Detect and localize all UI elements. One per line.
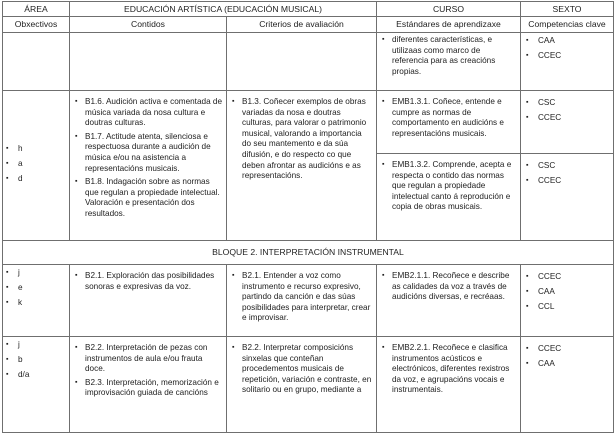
col-standards: Estándares de aprendizaxe: [377, 17, 521, 33]
header-row: [3, 2, 614, 17]
competence-item: ▪ CAA: [525, 358, 609, 370]
standard-text: ▪ EMB2.2.1. Recoñece e clasifica instrumentos acústicos e electrónicos, diferentes rexistros da voz, e agrupacións vocais e instrumentais.: [381, 343, 516, 396]
objective-item: ▪ b: [5, 354, 67, 366]
competence-item: ▪ CCEC: [525, 271, 609, 283]
criterion-text: ▪ B1.3. Coñecer exemplos de obras variadas da nosa e doutras culturas, para valorar o patrimonio musical, valorando a importancia do seu mantemento e da súa difusión, e do respecto co que deben afrontar as audicións e as representacións.: [231, 97, 372, 182]
criterion-text: ▪ B2.1. Entender a voz como instrumento e recurso expresivo, partindo da canción e das súas posibilidades para interpretar, crear e improvisar.: [231, 271, 372, 324]
competence-item: ▪ CSC: [525, 160, 609, 172]
competence-item: ▪ CSC: [525, 97, 609, 109]
competence-item: ▪ CCEC: [525, 112, 609, 124]
objective-item: ▪ e: [5, 282, 67, 294]
table-row: [3, 337, 614, 433]
table-row: [3, 33, 614, 91]
content-item: ▪ B1.6. Audición activa e comentada de música variada da nosa cultura e doutras culturas.: [74, 97, 222, 129]
column-header-row: [3, 17, 614, 33]
competence-item: ▪ CAA: [525, 286, 609, 298]
competence-item: ▪ CCEC: [525, 175, 609, 187]
table-row: [3, 91, 614, 154]
standard-text: ▪ EMB1.3.2. Comprende, acepta e respecta o contido das normas que regulan a propiedade intelectual canto á reprodución e copia de obras musicais.: [381, 160, 516, 213]
standard-text: ▪ EMB2.1.1. Recoñece e describe as calidades da voz a través de audicións diversas, e recréaas.: [381, 271, 516, 303]
competence-item: ▪ CAA: [525, 35, 609, 47]
curriculum-table: [2, 1, 614, 433]
objective-item: ▪ d: [5, 173, 67, 185]
objective-item: ▪ k: [5, 297, 67, 309]
competence-item: ▪ CCEC: [525, 343, 609, 355]
col-contents: Contidos: [70, 17, 227, 33]
area-label: ÁREA: [3, 2, 70, 17]
objective-item: ▪ h: [5, 143, 67, 155]
content-item: ▪ B1.7. Actitude atenta, silenciosa e respectuosa durante a audición de música e/ou na asistencia a representacións musicais.: [74, 132, 222, 174]
content-item: ▪ B1.8. Indagación sobre as normas que regulan a propiedade intelectual. Valoración e presentación dos resultados.: [74, 177, 222, 219]
competence-item: ▪ CCEC: [525, 50, 609, 62]
course-value: SEXTO: [521, 2, 614, 17]
content-item: ▪ B2.2. Interpretación de pezas con instrumentos de aula e/ou frauta doce.: [74, 343, 222, 375]
course-label: CURSO: [377, 2, 521, 17]
subject-title: EDUCACIÓN ARTÍSTICA (EDUCACIÓN MUSICAL): [70, 2, 377, 17]
objective-item: ▪ j: [5, 339, 67, 351]
content-item: ▪ B2.1. Exploración das posibilidades sonoras e expresivas da voz.: [74, 271, 222, 292]
block-heading-row: [3, 241, 614, 265]
content-item: ▪ B2.3. Interpretación, memorización e improvisación guiada de cancións: [74, 378, 222, 399]
block-heading: BLOQUE 2. INTERPRETACIÓN INSTRUMENTAL: [3, 241, 614, 265]
standard-text: ▪ diferentes características, e utilizaas como marco de referencia para as creacións propias.: [381, 35, 516, 77]
competence-item: ▪ CCL: [525, 301, 609, 313]
objective-item: ▪ a: [5, 158, 67, 170]
standard-text: ▪ EMB1.3.1. Coñece, entende e cumpre as normas de comportamento en audicións e representacións musicais.: [381, 97, 516, 139]
col-objectives: Obxectivos: [3, 17, 70, 33]
table-row: [3, 265, 614, 337]
col-competences: Competencias clave: [521, 17, 614, 33]
objective-item: ▪ j: [5, 267, 67, 279]
objective-item: ▪ d/a: [5, 369, 67, 381]
criterion-text: ▪ B2.2. Interpretar composicións sinxelas que conteñan procedementos musicais de repetición, variación e contraste, en solitario ou en grupo, mediante a: [231, 343, 372, 396]
col-criteria: Criterios de avaliación: [227, 17, 377, 33]
